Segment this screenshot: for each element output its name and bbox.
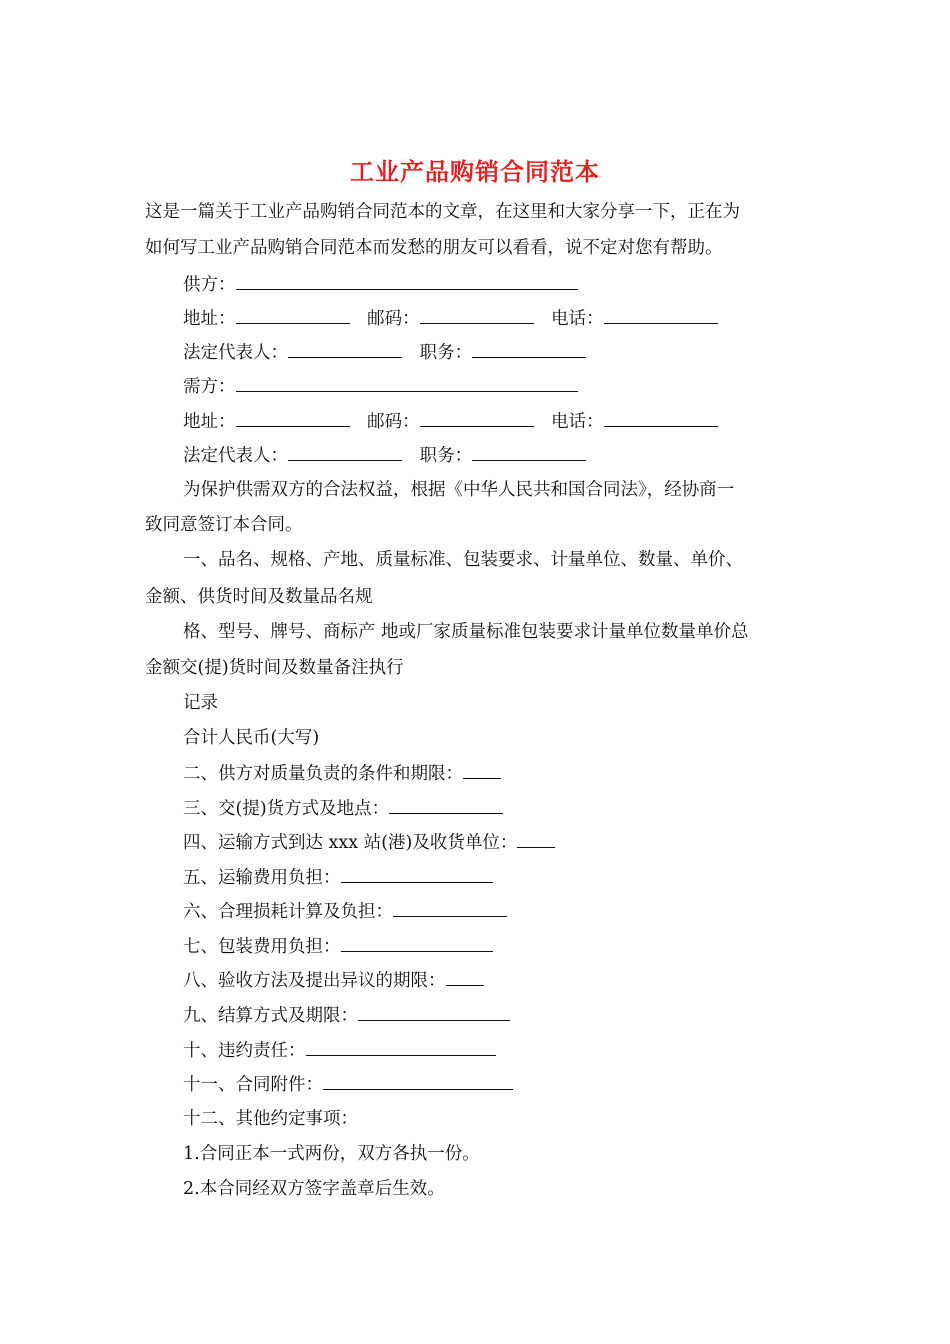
buyer-postcode-blank[interactable] [420, 409, 534, 427]
clause-10-label: 十、违约责任： [183, 1041, 306, 1061]
buyer-rep-blank[interactable] [288, 443, 402, 461]
clause-3-label: 三、交(提)货方式及地点： [183, 799, 390, 819]
clause-3-blank[interactable] [389, 796, 503, 814]
clause-4 [183, 830, 555, 855]
supplier-address-blank[interactable] [236, 306, 350, 324]
intro-line-2: 如何写工业产品购销合同范本而发愁的朋友可以看看，说不定对您有帮助。 [145, 238, 723, 258]
intro-line-1: 这是一篇关于工业产品购销合同范本的文章，在这里和大家分享一下，正在为 [145, 202, 740, 222]
supplier-position-blank[interactable] [472, 340, 586, 358]
table-header-line-2: 金额交(提)货时间及数量备注执行 [145, 658, 404, 678]
buyer-contact-row [183, 409, 718, 434]
clause-1-line-2: 金额、供货时间及数量品名规 [145, 587, 373, 607]
record-label: 记录 [183, 693, 218, 713]
preamble-line-2: 致同意签订本合同。 [145, 515, 303, 535]
supplier-rep-blank[interactable] [288, 340, 402, 358]
clause-5-label: 五、运输费用负担： [183, 868, 341, 888]
clause-6 [183, 899, 507, 924]
preamble-line-1: 为保护供需双方的合法权益，根据《中华人民共和国合同法》，经协商一 [183, 480, 735, 500]
clause-10-blank[interactable] [306, 1038, 496, 1056]
buyer-phone-blank[interactable] [604, 409, 718, 427]
supplier-rep-row [183, 340, 586, 365]
clause-12: 十二、其他约定事项： [183, 1109, 358, 1129]
clause-9-label: 九、结算方式及期限： [183, 1006, 358, 1026]
note-1: 1.合同正本一式两份，双方各执一份。 [183, 1144, 480, 1164]
supplier-phone-label: 电话： [551, 309, 604, 329]
clause-8 [183, 968, 484, 993]
supplier-postcode-label: 邮码： [367, 309, 420, 329]
clause-10 [183, 1038, 496, 1063]
clause-11-label: 十一、合同附件： [183, 1075, 323, 1095]
buyer-position-blank[interactable] [472, 443, 586, 461]
clause-9 [183, 1003, 510, 1028]
supplier-position-label: 职务： [419, 343, 473, 363]
clause-3 [183, 796, 503, 821]
clause-8-blank[interactable] [446, 968, 484, 986]
supplier-address-label: 地址： [183, 309, 236, 329]
clause-7 [183, 934, 493, 959]
buyer-rep-label: 法定代表人： [183, 446, 288, 466]
note-2: 2.本合同经双方签字盖章后生效。 [183, 1179, 445, 1199]
clause-2-blank[interactable] [463, 761, 501, 779]
supplier-label: 供方： [183, 275, 236, 295]
buyer-postcode-label: 邮码： [367, 412, 420, 432]
clause-4-label: 四、运输方式到达 xxx 站(港)及收货单位： [183, 833, 518, 853]
buyer-label: 需方： [183, 377, 236, 397]
total-label: 合计人民币(大写) [183, 728, 320, 748]
clause-1-line-1: 一、品名、规格、产地、质量标准、包装要求、计量单位、数量、单价、 [183, 550, 743, 570]
buyer-name-blank[interactable] [236, 374, 578, 392]
supplier-name-blank[interactable] [236, 272, 578, 290]
supplier-contact-row [183, 306, 718, 331]
clause-4-blank[interactable] [517, 830, 555, 848]
clause-7-blank[interactable] [341, 934, 493, 952]
clause-11-blank[interactable] [323, 1072, 513, 1090]
clause-2-label: 二、供方对质量负责的条件和期限： [183, 764, 463, 784]
supplier-rep-label: 法定代表人： [183, 343, 288, 363]
clause-6-blank[interactable] [393, 899, 507, 917]
document-title: 工业产品购销合同范本 [350, 157, 600, 186]
buyer-address-blank[interactable] [236, 409, 350, 427]
clause-6-label: 六、合理损耗计算及负担： [183, 902, 393, 922]
buyer-address-label: 地址： [183, 412, 236, 432]
table-header-line-1: 格、型号、牌号、商标产 地或厂家质量标准包装要求计量单位数量单价总 [183, 622, 749, 642]
clause-11 [183, 1072, 513, 1097]
clause-2 [183, 761, 501, 786]
clause-5 [183, 865, 493, 890]
clause-8-label: 八、验收方法及提出异议的期限： [183, 971, 446, 991]
clause-7-label: 七、包装费用负担： [183, 937, 341, 957]
buyer-phone-label: 电话： [551, 412, 604, 432]
buyer-position-label: 职务： [419, 446, 473, 466]
supplier-postcode-blank[interactable] [420, 306, 534, 324]
supplier-phone-blank[interactable] [604, 306, 718, 324]
buyer-rep-row [183, 443, 586, 468]
clause-9-blank[interactable] [358, 1003, 510, 1021]
clause-5-blank[interactable] [341, 865, 493, 883]
supplier-row [183, 272, 578, 297]
buyer-row [183, 374, 578, 399]
